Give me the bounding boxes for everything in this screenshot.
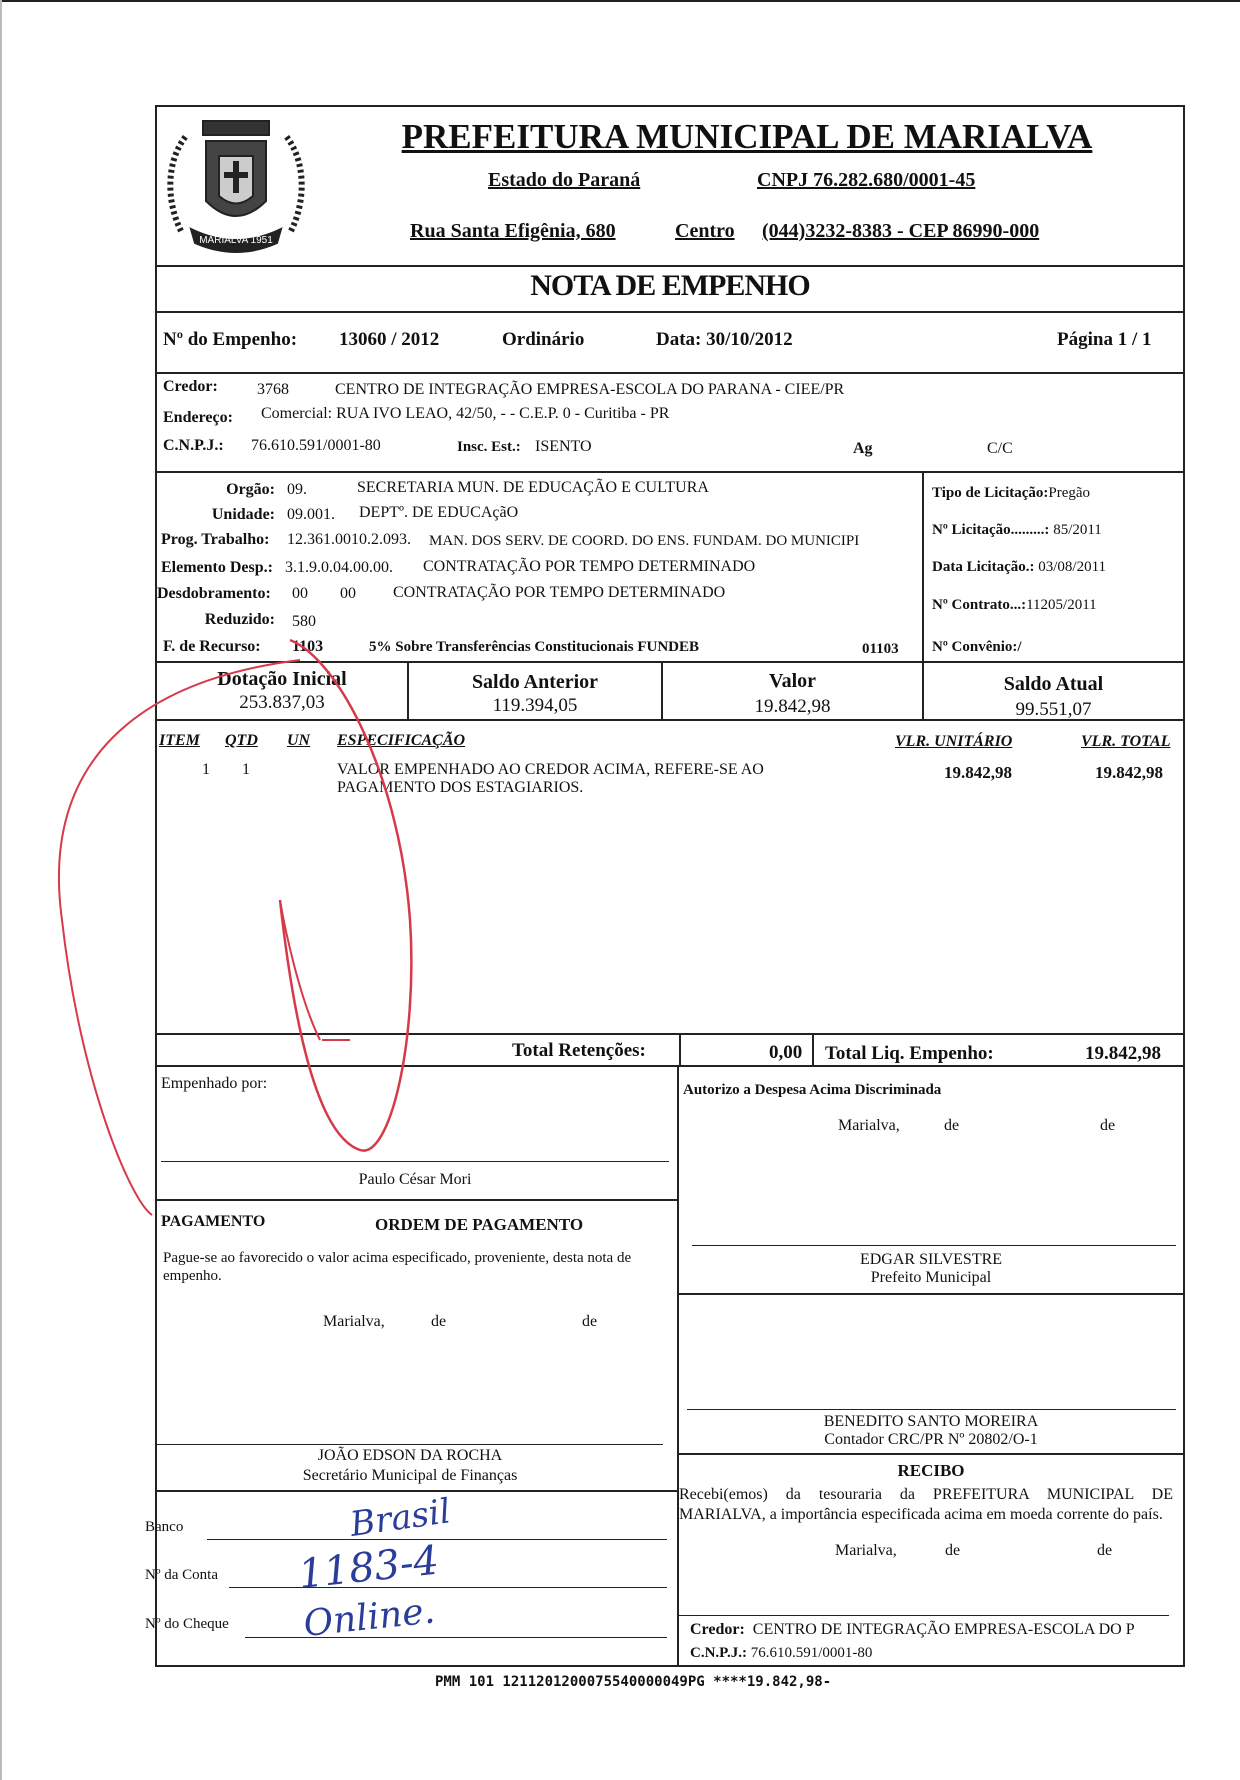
recurso-number: 01103 bbox=[862, 641, 899, 657]
credor-cnpj: 76.610.591/0001-80 bbox=[251, 437, 381, 454]
cnpj-label: C.N.P.J.: bbox=[163, 437, 224, 454]
autorizo-label: Autorizo a Despesa Acima Discriminada bbox=[683, 1082, 942, 1098]
desdobramento-code-1: 00 bbox=[292, 585, 308, 602]
total-liquido-label: Total Liq. Empenho: bbox=[825, 1043, 994, 1064]
credor-code: 3768 bbox=[257, 381, 289, 398]
autorizo-de-1: de bbox=[944, 1117, 960, 1134]
municipal-seal-icon bbox=[161, 111, 311, 261]
total-liquido-value: 19.842,98 bbox=[1085, 1043, 1161, 1064]
recibo-credor: Credor: CENTRO DE INTEGRAÇÃO EMPRESA-ESCOLA DO P bbox=[690, 1621, 1135, 1638]
autorizo-city: Marialva, bbox=[838, 1117, 900, 1134]
orgao-code: 09. bbox=[287, 481, 307, 498]
secretary-role: Secretário Municipal de Finanças bbox=[302, 1467, 518, 1484]
autorizo-de-2: de bbox=[1100, 1117, 1116, 1134]
item-spec-line-2: PAGAMENTO DOS ESTAGIARIOS. bbox=[337, 779, 584, 796]
phone-cep: (044)3232-8383 - CEP 86990-000 bbox=[762, 220, 1040, 242]
orgao-label: Orgão: bbox=[226, 481, 275, 498]
desdobramento-code-2: 00 bbox=[340, 585, 356, 602]
insc-value: ISENTO bbox=[535, 438, 592, 455]
dotacao-label: Dotação Inicial bbox=[217, 668, 347, 690]
saldo-anterior-label: Saldo Anterior bbox=[471, 671, 599, 693]
recurso-label: F. de Recurso: bbox=[163, 638, 261, 655]
pagamento-city: Marialva, bbox=[323, 1313, 385, 1330]
prog-code: 12.361.0010.2.093. bbox=[287, 531, 411, 548]
accountant-name: BENEDITO SANTO MOREIRA bbox=[823, 1413, 1039, 1430]
reduzido-label: Reduzido: bbox=[204, 611, 275, 628]
pagamento-de-1: de bbox=[431, 1313, 447, 1330]
handwritten-banco: Brasil bbox=[347, 1491, 453, 1545]
recibo-city: Marialva, bbox=[835, 1542, 897, 1559]
item-unit-price: 19.842,98 bbox=[944, 763, 1012, 782]
unidade-name: DEPTº. DE EDUCAçãO bbox=[359, 504, 519, 521]
page-number: Página 1 / 1 bbox=[1057, 329, 1152, 350]
credor-name: CENTRO DE INTEGRAÇÃO EMPRESA-ESCOLA DO PARANA - CIEE/PR bbox=[335, 381, 845, 398]
empenhado-por-name: Paulo César Mori bbox=[358, 1171, 472, 1188]
desdobramento-label: Desdobramento: bbox=[157, 585, 271, 602]
credor-label: Credor: bbox=[163, 378, 218, 395]
valor-value: 19.842,98 bbox=[754, 696, 831, 717]
orgao-name: SECRETARIA MUN. DE EDUCAÇÃO E CULTURA bbox=[357, 479, 709, 496]
item-number: 1 bbox=[202, 761, 210, 778]
total-retencoes-label: Total Retenções: bbox=[512, 1040, 646, 1061]
cnpj-header: CNPJ 76.282.680/0001-45 bbox=[757, 169, 976, 191]
recurso-name: 5% Sobre Transferências Constitucionais FUNDEB bbox=[369, 639, 700, 655]
empenho-type: Ordinário bbox=[502, 329, 585, 350]
contract-number: Nº Contrato...:11205/2011 bbox=[932, 597, 1097, 613]
saldo-atual-label: Saldo Atual bbox=[1003, 673, 1104, 695]
item-total: 19.842,98 bbox=[1095, 763, 1163, 782]
table-row bbox=[157, 761, 1183, 821]
elemento-label: Elemento Desp.: bbox=[161, 559, 273, 576]
state-name: Estado do Paraná bbox=[488, 169, 641, 191]
reduzido-value: 580 bbox=[292, 613, 316, 630]
nota-de-empenho-form bbox=[145, 105, 1185, 1667]
address-label: Endereço: bbox=[163, 409, 233, 426]
secretary-name: JOÃO EDSON DA ROCHA bbox=[317, 1447, 503, 1464]
page-top-edge bbox=[0, 0, 1240, 2]
elemento-code: 3.1.9.0.04.00.00. bbox=[285, 559, 393, 576]
col-qtd-header: QTD bbox=[225, 732, 258, 749]
recibo-title: RECIBO bbox=[897, 1461, 965, 1480]
licitacao-type: Tipo de Licitação:Pregão bbox=[932, 485, 1091, 501]
col-unit-price-header: VLR. UNITÁRIO bbox=[895, 733, 1013, 750]
ordem-pagamento-label: ORDEM DE PAGAMENTO bbox=[375, 1215, 584, 1234]
recibo-de-1: de bbox=[945, 1542, 961, 1559]
conta-label: Nº da Conta bbox=[145, 1567, 218, 1583]
valor-label: Valor bbox=[768, 670, 817, 692]
footer-code: PMM 101 1211201200075540000049PG ****19.842,98- bbox=[435, 1674, 832, 1690]
cheque-label: Nº do Cheque bbox=[145, 1616, 229, 1632]
agency-label: Ag bbox=[853, 440, 873, 457]
svg-text:MARIALVA 1951: MARIALVA 1951 bbox=[199, 235, 273, 246]
total-retencoes-value: 0,00 bbox=[769, 1042, 803, 1063]
recibo-cnpj: C.N.P.J.: 76.610.591/0001-80 bbox=[690, 1645, 873, 1661]
pagamento-label: PAGAMENTO bbox=[161, 1213, 266, 1230]
desdobramento-name: CONTRATAÇÃO POR TEMPO DETERMINADO bbox=[393, 584, 726, 601]
convenio-number: Nº Convênio:/ bbox=[932, 639, 1022, 655]
prog-label: Prog. Trabalho: bbox=[161, 531, 270, 548]
licitacao-number: Nº Licitação.........: 85/2011 bbox=[932, 522, 1102, 538]
district: Centro bbox=[675, 220, 735, 242]
dotacao-value: 253.837,03 bbox=[239, 692, 325, 713]
insc-label: Insc. Est.: bbox=[457, 439, 521, 455]
mayor-role: Prefeito Municipal bbox=[870, 1269, 992, 1286]
mayor-name: EDGAR SILVESTRE bbox=[859, 1251, 1003, 1268]
document-title: NOTA DE EMPENHO bbox=[530, 269, 810, 302]
recibo-de-2: de bbox=[1097, 1542, 1113, 1559]
unidade-code: 09.001. bbox=[287, 506, 335, 523]
item-qty: 1 bbox=[242, 761, 250, 778]
col-spec-header: ESPECIFICAÇÃO bbox=[337, 732, 466, 749]
col-item-header: ITEM bbox=[159, 732, 200, 749]
saldo-atual-value: 99.551,07 bbox=[1015, 699, 1092, 720]
banco-label: Banco bbox=[145, 1519, 184, 1535]
handwritten-cheque: Online. bbox=[301, 1590, 437, 1645]
municipality-title: PREFEITURA MUNICIPAL DE MARIALVA bbox=[401, 117, 1093, 156]
saldo-anterior-value: 119.394,05 bbox=[492, 695, 578, 716]
empenhado-por-label: Empenhado por: bbox=[161, 1075, 268, 1092]
account-label: C/C bbox=[987, 440, 1013, 457]
recurso-code: 1103 bbox=[292, 638, 324, 655]
prog-name: MAN. DOS SERV. DE COORD. DO ENS. FUNDAM. DO MUNICIPI bbox=[429, 533, 860, 549]
pague-se-text: Pague-se ao favorecido o valor acima especificado, proveniente, desta nota de empenho. bbox=[163, 1250, 632, 1284]
page-left-edge bbox=[0, 0, 2, 1780]
handwritten-conta: 1183-4 bbox=[296, 1537, 442, 1598]
empenho-number: 13060 / 2012 bbox=[339, 329, 440, 350]
pagamento-de-2: de bbox=[582, 1313, 598, 1330]
accountant-role: Contador CRC/PR Nº 20802/O-1 bbox=[824, 1431, 1038, 1448]
empenho-number-label: Nº do Empenho: bbox=[163, 329, 298, 350]
elemento-name: CONTRATAÇÃO POR TEMPO DETERMINADO bbox=[423, 558, 756, 575]
street-address: Rua Santa Efigênia, 680 bbox=[410, 220, 616, 242]
credor-address: Comercial: RUA IVO LEAO, 42/50, - - C.E.P. 0 - Curitiba - PR bbox=[261, 405, 670, 422]
recibo-text: Recebi(emos) da tesouraria da PREFEITURA MUNICIPAL DE MARIALVA, a importância especificada acima em moeda corrente do país. bbox=[679, 1486, 1173, 1523]
item-spec-line-1: VALOR EMPENHADO AO CREDOR ACIMA, REFERE-SE AO bbox=[337, 761, 764, 778]
licitacao-date: Data Licitação.: 03/08/2011 bbox=[932, 559, 1107, 575]
col-total-header: VLR. TOTAL bbox=[1081, 733, 1171, 750]
empenho-date: Data: 30/10/2012 bbox=[656, 329, 793, 350]
unidade-label: Unidade: bbox=[211, 506, 275, 523]
col-un-header: UN bbox=[287, 732, 311, 749]
